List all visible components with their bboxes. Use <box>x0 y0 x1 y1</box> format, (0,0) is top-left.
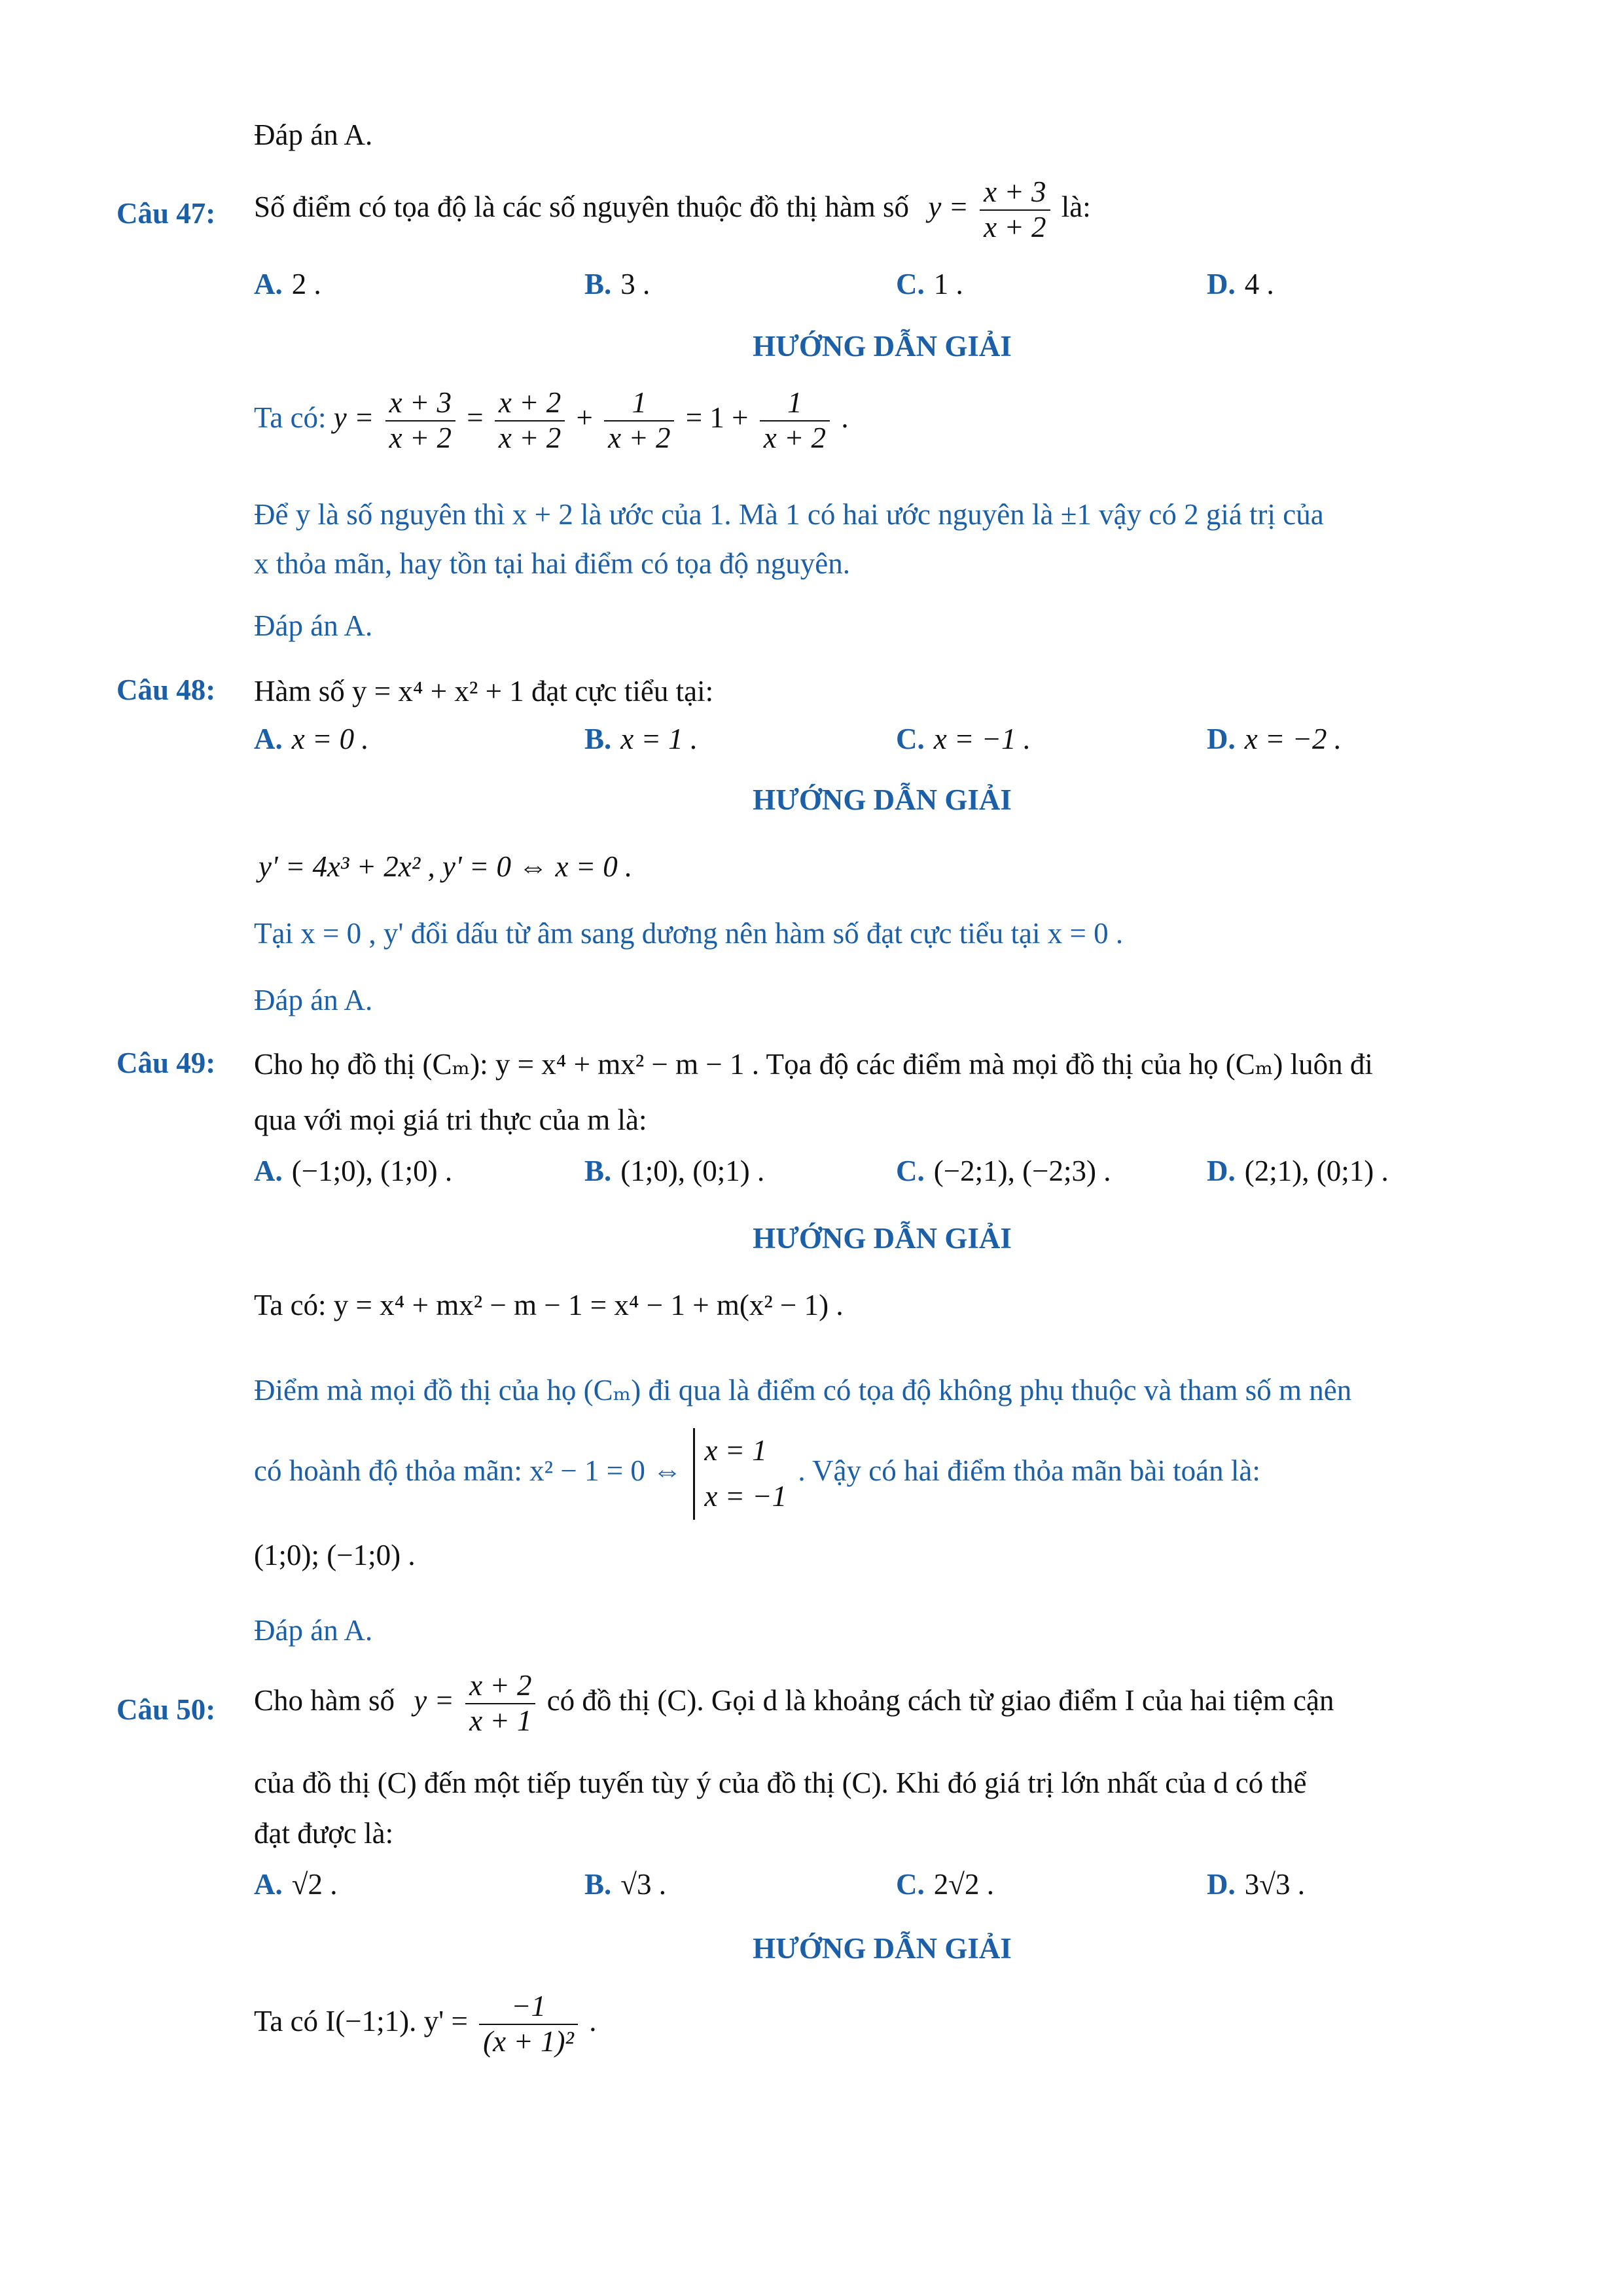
q49-answer: Đáp án A. <box>254 1614 373 1647</box>
q48-option-d-value: x = −2 . <box>1244 723 1342 755</box>
q50-option-a <box>254 1867 337 1901</box>
q49-solution-heading: HƯỚNG DẪN GIẢI <box>753 1222 1012 1255</box>
q50-option-c-value: 2√2 . <box>933 1868 994 1901</box>
q50-frac-num: x + 2 <box>465 1669 535 1704</box>
q47-option-a-value: 2 . <box>291 268 321 300</box>
q47-sol-frac-2 <box>495 386 565 456</box>
question-48-label: Câu 48: <box>116 673 216 706</box>
q47-sol-frac-1 <box>385 386 455 456</box>
q49-solution-line-1: Ta có: y = x⁴ + mx² − m − 1 = x⁴ − 1 + m(x² − 1) . <box>254 1289 844 1321</box>
question-47-text <box>254 175 1091 245</box>
q50-option-a-key: A. <box>254 1868 283 1901</box>
q49-option-b-value: (1;0), (0;1) . <box>620 1155 765 1187</box>
q47-fraction <box>980 175 1050 245</box>
q50-option-b <box>584 1867 666 1901</box>
q50-option-d <box>1207 1867 1305 1901</box>
q49-option-d-value: (2;1), (0;1) . <box>1244 1155 1389 1187</box>
q50-y-eq: y = <box>414 1684 454 1717</box>
q47-sol-frac-3-den: x + 2 <box>608 421 671 454</box>
q49-option-c-value: (−2;1), (−2;3) . <box>933 1155 1111 1187</box>
q49-system-eq-2: x = −1 <box>704 1479 787 1513</box>
q48-option-c-key: C. <box>896 723 925 755</box>
q49-option-d-key: D. <box>1207 1155 1236 1187</box>
q47-option-a <box>254 267 321 301</box>
q47-sol-prefix: Ta có: <box>254 401 327 435</box>
question-50-label: Câu 50: <box>116 1693 216 1726</box>
q49-option-c <box>896 1154 1111 1188</box>
q47-option-d <box>1207 267 1274 301</box>
q50-solution-line-1 <box>254 1990 596 2059</box>
q47-option-b-value: 3 . <box>620 268 651 300</box>
q49-solution-line-4: (1;0); (−1;0) . <box>254 1539 416 1571</box>
q47-explain-line-2: x thỏa mãn, hay tồn tại hai điểm có tọa độ nguyên. <box>254 547 851 580</box>
q47-option-b-key: B. <box>584 268 612 300</box>
q47-frac-den: x + 2 <box>984 210 1046 243</box>
question-48-text: Hàm số y = x⁴ + x² + 1 đạt cực tiểu tại: <box>254 675 714 708</box>
q47-text-before: Số điểm có tọa độ là các số nguyên thuộc đồ thị hàm số <box>254 190 910 224</box>
question-50-text-line-1 <box>254 1669 1334 1738</box>
q50-fraction <box>465 1669 535 1738</box>
question-49-text-line-1: Cho họ đồ thị (Cₘ): y = x⁴ + mx² − m − 1 . Tọa độ các điểm mà mọi đồ thị của họ (Cₘ) luôn đi <box>254 1048 1373 1081</box>
q47-sol-frac-1-num: x + 3 <box>385 386 455 422</box>
q47-option-a-key: A. <box>254 268 283 300</box>
q48-option-b-value: x = 1 . <box>620 723 698 755</box>
q47-frac-num: x + 3 <box>980 175 1050 211</box>
q50-sol-frac-num: −1 <box>479 1990 578 2025</box>
q49-solution-line-2: Điểm mà mọi đồ thị của họ (Cₘ) đi qua là điểm có tọa độ không phụ thuộc và tham số m nên <box>254 1374 1352 1407</box>
q47-sol-mid: = 1 + <box>685 401 749 435</box>
q47-option-c-key: C. <box>896 268 925 300</box>
q47-option-b <box>584 267 650 301</box>
q48-solution-heading: HƯỚNG DẪN GIẢI <box>753 783 1012 816</box>
q49-option-c-key: C. <box>896 1155 925 1187</box>
q50-text-b: có đồ thị (C). Gọi d là khoảng cách từ giao điểm I của hai tiệm cận <box>546 1684 1334 1717</box>
q49-option-a-value: (−1;0), (1;0) . <box>291 1155 453 1187</box>
q50-frac-den: x + 1 <box>469 1704 532 1737</box>
q49-sol-line-3-b: . Vậy có hai điểm thỏa mãn bài toán là: <box>798 1454 1260 1488</box>
q47-sol-frac-2-num: x + 2 <box>495 386 565 422</box>
q48-option-b-key: B. <box>584 723 612 755</box>
q48-option-c-value: x = −1 . <box>933 723 1031 755</box>
q50-sol-fraction <box>479 1990 578 2059</box>
q48-option-d-key: D. <box>1207 723 1236 755</box>
q49-option-a-key: A. <box>254 1155 283 1187</box>
q48-option-c <box>896 722 1031 756</box>
q50-option-a-value: √2 . <box>291 1868 338 1901</box>
q47-solution-heading: HƯỚNG DẪN GIẢI <box>753 330 1012 363</box>
answer-prev: Đáp án A. <box>254 118 373 151</box>
q48-option-a <box>254 722 369 756</box>
q47-solution-eq: Ta có: y = $\frac{x + 3}{x + 2}$ = $\frac{x + 2}{x + 2}$ + $\frac{1}{x + 2}$ = 1 + $\frac{1}{x + 2}$ . <box>254 386 849 454</box>
q47-sol-y: y = <box>333 401 374 435</box>
q50-option-c-key: C. <box>896 1868 925 1901</box>
q49-option-b <box>584 1154 764 1188</box>
q47-sol-frac-3-num: 1 <box>604 386 674 422</box>
q47-sol-frac-4-den: x + 2 <box>763 421 827 454</box>
q50-solution-heading: HƯỚNG DẪN GIẢI <box>753 1932 1012 1965</box>
q47-sol-frac-1-den: x + 2 <box>389 421 452 454</box>
question-50-text-line-2: của đồ thị (C) đến một tiếp tuyến tùy ý của đồ thị (C). Khi đó giá trị lớn nhất của d có thể <box>254 1767 1307 1799</box>
q47-explain-line-1: Để y là số nguyên thì x + 2 là ước của 1. Mà 1 có hai ước nguyên là ±1 vậy có 2 giá trị của <box>254 498 1324 531</box>
q48-option-b <box>584 722 698 756</box>
q47-y-eq: y = <box>928 190 969 224</box>
q48-answer: Đáp án A. <box>254 984 373 1016</box>
q49-sol-line-3-a: có hoành độ thỏa mãn: x² − 1 = 0 ⇔ <box>254 1454 683 1488</box>
q49-option-d <box>1207 1154 1389 1188</box>
q47-text-after: là: <box>1061 190 1091 224</box>
q50-option-b-value: √3 . <box>620 1868 666 1901</box>
q47-answer: Đáp án A. <box>254 609 373 642</box>
q50-sol-frac-den: (x + 1)² <box>483 2024 574 2058</box>
q49-option-b-key: B. <box>584 1155 612 1187</box>
q47-option-c <box>896 267 963 301</box>
q47-sol-frac-3 <box>604 386 674 456</box>
q47-option-d-value: 4 . <box>1244 268 1274 300</box>
q48-option-a-key: A. <box>254 723 283 755</box>
q47-sol-frac-2-den: x + 2 <box>498 421 562 454</box>
q50-option-c <box>896 1867 994 1901</box>
q48-solution-line-1: y' = 4x³ + 2x² , y' = 0 ⇔ x = 0 . <box>259 850 633 883</box>
q50-sol-end: . <box>589 2005 597 2038</box>
q47-option-d-key: D. <box>1207 268 1236 300</box>
q48-option-d <box>1207 722 1342 756</box>
q47-sol-frac-4-num: 1 <box>760 386 830 422</box>
question-47-label: Câu 47: <box>116 197 216 230</box>
q49-option-a <box>254 1154 452 1188</box>
q47-sol-frac-4 <box>760 386 830 456</box>
question-50-text-line-3: đạt được là: <box>254 1817 394 1850</box>
q47-option-c-value: 1 . <box>933 268 963 300</box>
q49-system-eq-1: x = 1 <box>704 1434 767 1467</box>
q50-text-a: Cho hàm số <box>254 1684 395 1717</box>
q49-system-bracket <box>693 1428 787 1520</box>
q50-sol-a: Ta có I(−1;1). y' = <box>254 2005 468 2038</box>
q49-solution-line-3 <box>254 1428 1260 1520</box>
q48-solution-line-2: Tại x = 0 , y' đổi dấu từ âm sang dương nên hàm số đạt cực tiểu tại x = 0 . <box>254 917 1124 950</box>
q50-option-d-key: D. <box>1207 1868 1236 1901</box>
q50-option-b-key: B. <box>584 1868 612 1901</box>
question-49-text-line-2: qua với mọi giá tri thực của m là: <box>254 1103 647 1136</box>
q50-option-d-value: 3√3 . <box>1244 1868 1305 1901</box>
question-49-label: Câu 49: <box>116 1047 216 1079</box>
q48-option-a-value: x = 0 . <box>291 723 369 755</box>
